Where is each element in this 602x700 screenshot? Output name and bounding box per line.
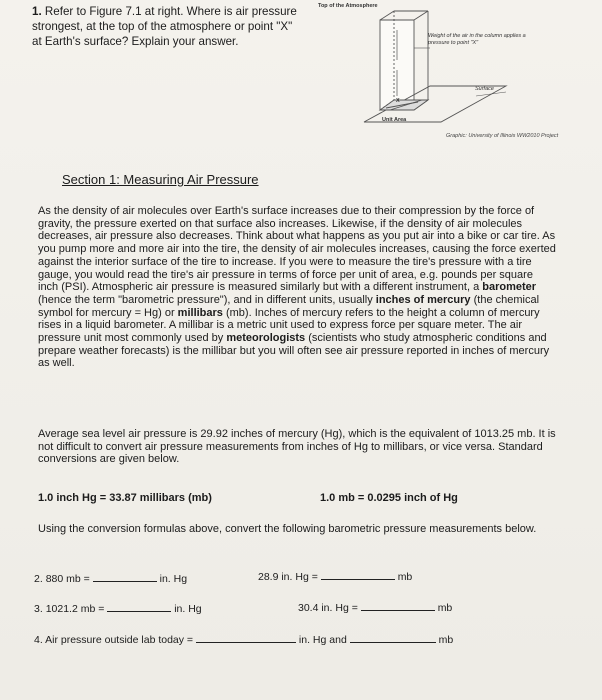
term-meteorologists: meteorologists xyxy=(226,332,306,345)
figure-title: Top of the Atmosphere xyxy=(318,3,378,9)
figure-credit: Graphic: University of Illinois WW2010 Project xyxy=(446,133,559,139)
answer-blank-q2-inhg[interactable] xyxy=(93,571,157,582)
answer-blank-q3-mb[interactable] xyxy=(361,600,435,611)
paragraph-2: Average sea level air pressure is 29.92 inches of mercury (Hg), which is the equivalent of 1013.25 mb. It is not difficult to convert air pressure measurements from inches of Hg to millibars, or vice versa. Standard conversions are given below. xyxy=(38,428,556,466)
figure-callout: Weight of the air in the column applies a pressure to point "X" xyxy=(428,33,526,46)
question-1-number: 1. xyxy=(32,5,42,18)
problem-3-left: 3. 1021.2 mb = in. Hg xyxy=(34,603,202,615)
answer-blank-q4-mb[interactable] xyxy=(350,632,436,643)
paragraph-1: As the density of air molecules over Earth's surface increases due to their compression by the force of gravity, the pressure exerted on that surface also increases. Likewise, if the density of air molecules decreases, air pressure also decreases. Think about what happens as you put air into a bike or car tire. As you pump more and more air into the tire, the density of air molecules increases, causing the force exerted against the interior surface of the tire to increase. If you were to measure the tire's pressure with a tire gauge, you would read the tire's air pressure in terms of force per unit of area, e.g. pounds per square inch (PSI). Atmospheric air pressure is measured similarly but with a different instrument, a barometer (hence the term "barometric pressure"), and in different units, usually inches of mercury (the chemical symbol for mercury = Hg) or millibars (mb). Inches of mercury refers to the height a column of mercury rises in a liquid barometer. A millibar is a metric unit used to express force per square meter. The air pressure unit most commonly used by meteorologists (scientists who study atmospheric conditions and prepare weather forecasts) is the millibar but you will often see air pressure reported in inches of mercury as well. xyxy=(38,205,556,370)
problem-2-left: 2. 880 mb = in. Hg xyxy=(34,573,188,585)
answer-blank-q2-mb[interactable] xyxy=(321,569,395,580)
answer-blank-q4-inhg[interactable] xyxy=(196,632,296,643)
paragraph-3: Using the conversion formulas above, convert the following barometric pressure measurements below. xyxy=(38,523,537,535)
figure-surface-label: Surface xyxy=(475,86,494,92)
conversion-mb-to-inch: 1.0 mb = 0.0295 inch of Hg xyxy=(320,492,458,504)
term-barometer: barometer xyxy=(482,281,537,294)
term-inches-of-mercury: inches of mercury xyxy=(375,293,471,306)
figure-unit-area-label: Unit Area xyxy=(382,117,407,123)
figure-point-x: X xyxy=(396,98,400,104)
bleed-through-text xyxy=(130,118,133,128)
conversion-inch-to-mb: 1.0 inch Hg = 33.87 millibars (mb) xyxy=(38,492,212,504)
section-title: Section 1: Measuring Air Pressure xyxy=(62,172,259,187)
term-millibars: millibars xyxy=(177,306,223,319)
question-1-text: Refer to Figure 7.1 at right. Where is air pressure strongest, at the top of the atmosphere or point "X" at Earth's surface? Explain your answer. xyxy=(32,5,297,48)
question-1 xyxy=(32,4,304,49)
problem-2-right: 28.9 in. Hg = mb xyxy=(258,571,413,583)
answer-blank-q3-inhg[interactable] xyxy=(107,601,171,612)
problem-4: 4. Air pressure outside lab today = in. Hg and mb xyxy=(34,634,454,646)
problem-3-right: 30.4 in. Hg = mb xyxy=(298,602,453,614)
